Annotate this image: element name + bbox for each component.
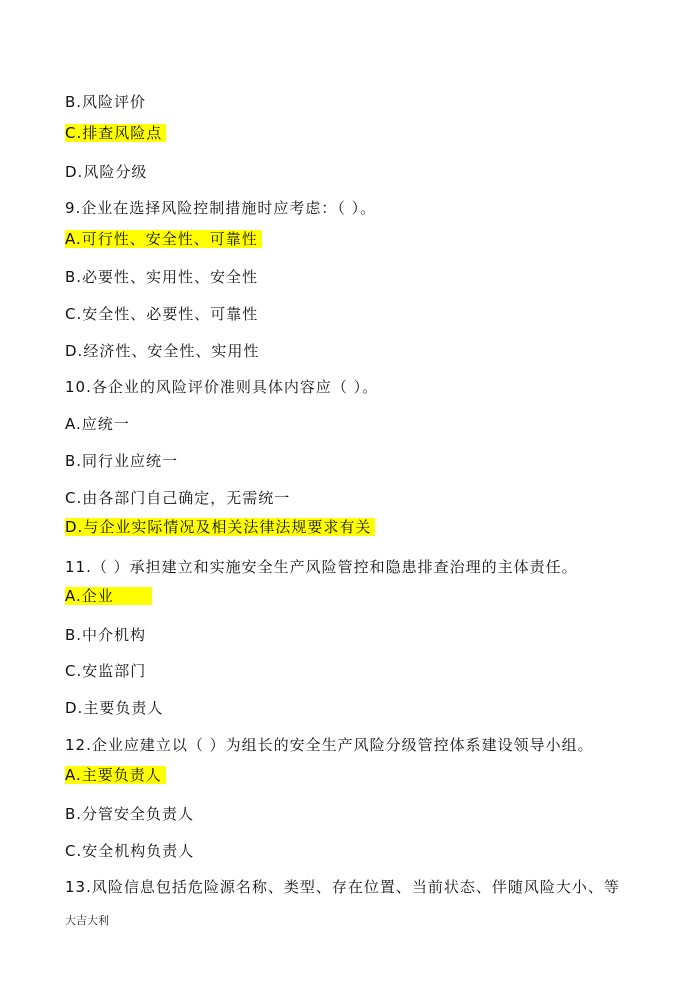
question-9: 9.企业在选择风险控制措施时应考虑：（ ）。 bbox=[65, 199, 377, 217]
option-line: A.应统一 bbox=[65, 415, 130, 433]
option-line-answer: A.主要负责人 bbox=[65, 764, 166, 786]
question-11: 11.（ ）承担建立和实施安全生产风险管控和隐患排查治理的主体责任。 bbox=[65, 558, 578, 576]
option-line: B.同行业应统一 bbox=[65, 452, 179, 470]
option-line: C.安监部门 bbox=[65, 662, 147, 680]
question-10: 10.各企业的风险评价准则具体内容应（ ）。 bbox=[65, 378, 379, 396]
page-footer: 大吉大利 bbox=[65, 914, 109, 927]
option-line: B.必要性、实用性、安全性 bbox=[65, 268, 259, 286]
question-12: 12.企业应建立以（ ）为组长的安全生产风险分级管控体系建设领导小组。 bbox=[65, 736, 594, 754]
option-line: B.中介机构 bbox=[65, 626, 147, 644]
option-line: C.由各部门自己确定，无需统一 bbox=[65, 489, 291, 507]
option-line-answer: A.企业 bbox=[65, 585, 152, 607]
question-13: 13.风险信息包括危险源名称、类型、存在位置、当前状态、伴随风险大小、等 bbox=[65, 878, 620, 896]
option-line: C.安全性、必要性、可靠性 bbox=[65, 305, 259, 323]
option-line: D.经济性、安全性、实用性 bbox=[65, 342, 260, 360]
option-line-answer: D.与企业实际情况及相关法律法规要求有关 bbox=[65, 516, 375, 538]
option-line: D.主要负责人 bbox=[65, 699, 164, 717]
option-line: B.分管安全负责人 bbox=[65, 805, 195, 823]
option-line: B.风险评价 bbox=[65, 93, 147, 111]
option-line: D.风险分级 bbox=[65, 163, 148, 181]
option-line: C.安全机构负责人 bbox=[65, 842, 195, 860]
option-line-answer: A.可行性、安全性、可靠性 bbox=[65, 228, 262, 250]
option-line-answer: C.排查风险点 bbox=[65, 122, 166, 144]
